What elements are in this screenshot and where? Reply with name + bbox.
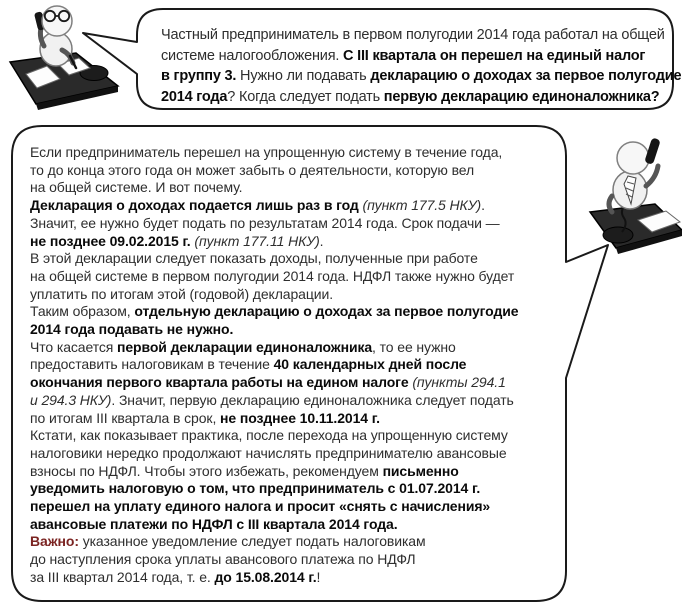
text-line: взносы по НДФЛ. Чтобы этого избежать, рекомендуем письменно bbox=[30, 462, 459, 479]
text-line: 2014 года подавать не нужно. bbox=[30, 321, 234, 338]
consultant-phone-icon bbox=[590, 137, 682, 254]
text-line: Если предприниматель перешел на упрощенную систему в течение года, bbox=[30, 144, 503, 160]
text-line: то до конца этого года он может забыть о деятельности, которую вел bbox=[30, 161, 475, 178]
text-line: и 294.3 НКУ). Значит, первую декларацию единоналожника следует подать bbox=[30, 391, 514, 408]
text-line: на общей системе в первом полугодии 2014 года. НДФЛ также нужно будет bbox=[30, 267, 515, 284]
text-line: Что касается первой декларации единоналожника, то ее нужно bbox=[30, 338, 456, 355]
text-line: Значит, ее нужно будет подать по результатам 2014 года. Срок подачи — bbox=[30, 214, 500, 231]
entrepreneur-writing-icon bbox=[10, 6, 118, 110]
text-line: по итогам III квартала в срок, не позднее 10.11.2014 г. bbox=[30, 409, 380, 426]
text-line: Декларация о доходах подается лишь раз в год (пункт 177.5 НКУ). bbox=[30, 197, 485, 214]
text-line: 2014 года? Когда следует подать первую декларацию единоналожника? bbox=[161, 88, 660, 105]
text-line: Частный предприниматель в первом полугодии 2014 года работал на общей bbox=[161, 27, 665, 43]
answer-bubble-text bbox=[30, 144, 552, 587]
text-line: до наступления срока уплаты авансового платежа по НДФЛ bbox=[30, 551, 416, 568]
text-line: перешел на уплату единого налога и просит «снять с начисления» bbox=[30, 498, 491, 515]
text-line: Таким образом, отдельную декларацию о доходах за первое полугодие bbox=[30, 303, 519, 320]
text-line: предоставить налоговикам в течение 40 календарных дней после bbox=[30, 356, 467, 373]
text-line: уплатить по итогам этой (годовой) декларации. bbox=[30, 285, 334, 302]
text-line: Кстати, как показывает практика, после перехода на упрощенную систему bbox=[30, 427, 508, 444]
text-line: уведомить налоговую о том, что предприниматель с 01.07.2014 г. bbox=[30, 480, 481, 497]
text-line: системе налогообложения. С III квартала он перешел на единый налог bbox=[161, 47, 646, 64]
text-line: авансовые платежи по НДФЛ с III квартала 2014 года. bbox=[30, 515, 398, 532]
text-line: на общей системе. И вот почему. bbox=[30, 179, 243, 196]
text-line: в группу 3. Нужно ли подавать декларацию о доходах за первое полугодие bbox=[161, 68, 682, 85]
text-line: В этой декларации следует показать доходы, полученные при работе bbox=[30, 250, 478, 267]
text-line: не позднее 09.02.2015 г. (пункт 177.11 НКУ). bbox=[30, 232, 324, 249]
text-line: окончания первого квартала работы на едином налоге (пункты 294.1 bbox=[30, 374, 506, 391]
text-line: за III квартал 2014 года, т. е. до 15.08.2014 г.! bbox=[30, 568, 321, 585]
text-line: Важно: указанное уведомление следует подать налоговикам bbox=[30, 533, 426, 550]
text-line: налоговики нередко продолжают начислять предпринимателю авансовые bbox=[30, 444, 507, 461]
question-bubble-text bbox=[161, 25, 682, 107]
